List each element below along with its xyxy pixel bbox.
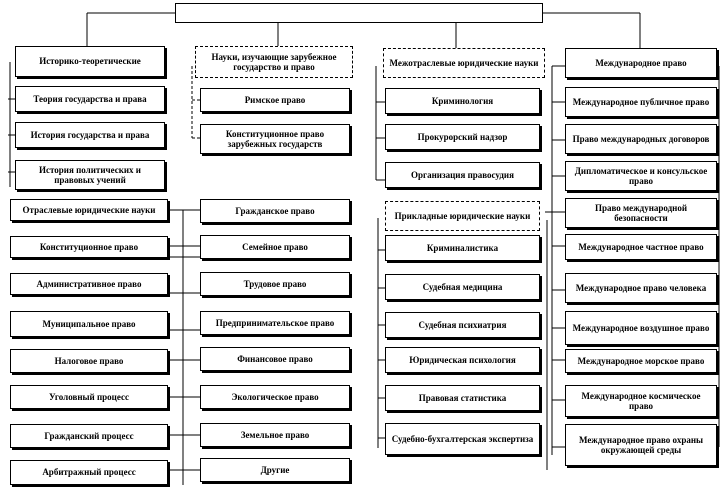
col3-box-criminology [385,88,540,114]
col1-box-arbitration-process [10,460,168,485]
col2-box-foreign-law-sciences [195,46,353,78]
col4-box-private-international [565,234,717,260]
col4-box-diplomatic-law [565,161,717,191]
col2-label: Науки, изучающие зарубежное государство и право [211,51,337,72]
col3-box-criminalistics [385,235,540,261]
col2-label: Финансовое право [237,353,313,364]
col3-box-prosecutor-supervision [385,124,540,150]
col3-label: Судебная медицина [422,281,503,292]
col1-box-criminal-process [10,385,168,409]
col3-label: Межотраслевые юридические науки [389,57,539,68]
col4-label: Международное публичное право [572,96,710,107]
col3-box-legal-statistics [385,385,540,411]
col2-box-family-law [200,235,350,259]
col1-box-historical-theoretical [15,46,165,77]
col4-label: Международное право охраны окружающей среды [578,434,704,455]
col1-label: Гражданский процесс [44,430,134,441]
col4-box-security-law [565,198,717,228]
col1-label: Историко-теоретические [39,56,141,67]
col2-label: Семейное право [242,241,308,252]
col1-label: Теория государства и права [33,93,147,104]
col3-box-applied-sciences [385,201,540,231]
col4-label: Международное морское право [577,355,705,366]
col1-box-constitutional-law [10,236,168,258]
col3-box-legal-psychology [385,347,540,373]
col4-box-environmental-law [565,424,717,466]
col3-box-interbranch-sciences [383,48,545,78]
col1-label: Муниципальное право [42,318,136,329]
col4-box-air-law [565,311,717,345]
col3-box-justice-organization [385,162,540,188]
col4-box-space-law [565,385,717,417]
root-box [175,3,543,23]
col3-label: Криминология [431,95,494,106]
col1-box-history-political-teachings [15,160,165,190]
col4-label: Международное воздушное право [572,322,710,333]
col1-label: Уголовный процесс [49,391,129,402]
col4-label: Право международных договоров [572,133,710,144]
col4-label: Международное право [595,57,687,68]
col2-box-civil-law [200,199,350,223]
col1-label: Налоговое право [54,355,124,366]
col2-label: Гражданское право [235,205,315,216]
col3-label: Прикладные юридические науки [394,210,531,221]
col2-box-business-law [200,311,350,335]
col2-label: Римское право [244,94,306,105]
col4-label: Дипломатическое и консульское право [574,165,708,186]
col3-label: Прокурорский надзор [417,131,508,142]
col1-label: Конституционное право [39,241,139,252]
col3-label: Судебная психиатрия [418,319,507,330]
col1-box-branch-sciences [10,199,168,221]
col2-label: Экологическое право [231,391,319,402]
col2-box-finance-law [200,347,350,371]
col1-box-history-state-law [15,122,165,148]
col2-label: Другие [260,464,290,475]
col1-label: История политических и правовых учений [39,164,141,185]
col1-label: Отраслевые юридические науки [22,204,156,215]
col2-label: Земельное право [240,429,310,440]
col2-box-labor-law [200,272,350,296]
col4-box-maritime-law [565,349,717,373]
col3-label: Правовая статистика [418,392,507,403]
col1-label: Административное право [36,278,142,289]
col3-label: Криминалистика [426,242,499,253]
col4-box-human-rights [565,273,717,303]
col2-label: Конституционное право зарубежных государств [225,128,325,149]
col4-label: Право международной безопасности [594,202,688,223]
col4-label: Международное космическое право [581,390,701,411]
col2-label: Предпринимательское право [215,317,335,328]
col3-box-forensic-medicine [385,274,540,300]
col3-box-forensic-psychiatry [385,312,540,338]
col3-box-forensic-accounting [385,423,540,455]
col1-box-municipal-law [10,311,168,337]
col1-label: Арбитражный процесс [42,467,136,478]
col1-box-tax-law [10,349,168,373]
col4-box-international-law [565,48,717,78]
col4-label: Международное частное право [578,241,704,252]
col3-label: Судебно-бухгалтерская экспертиза [391,433,534,444]
col1-box-theory-state-law [15,86,165,112]
col1-label: История государства и права [30,129,150,140]
col1-box-administrative-law [10,273,168,295]
col2-box-others [200,458,350,482]
col2-label: Трудовое право [243,278,307,289]
col2-box-roman-law [200,88,350,112]
col2-box-land-law [200,423,350,447]
col4-label: Международное право человека [575,282,707,293]
col3-label: Организация правосудия [411,169,514,180]
col4-box-public-international [565,87,717,117]
col2-box-ecological-law [200,385,350,409]
col3-label: Юридическая психология [409,354,516,365]
col2-box-constitutional-foreign [200,124,350,154]
col1-box-civil-process [10,424,168,448]
col4-box-treaty-law [565,124,717,154]
